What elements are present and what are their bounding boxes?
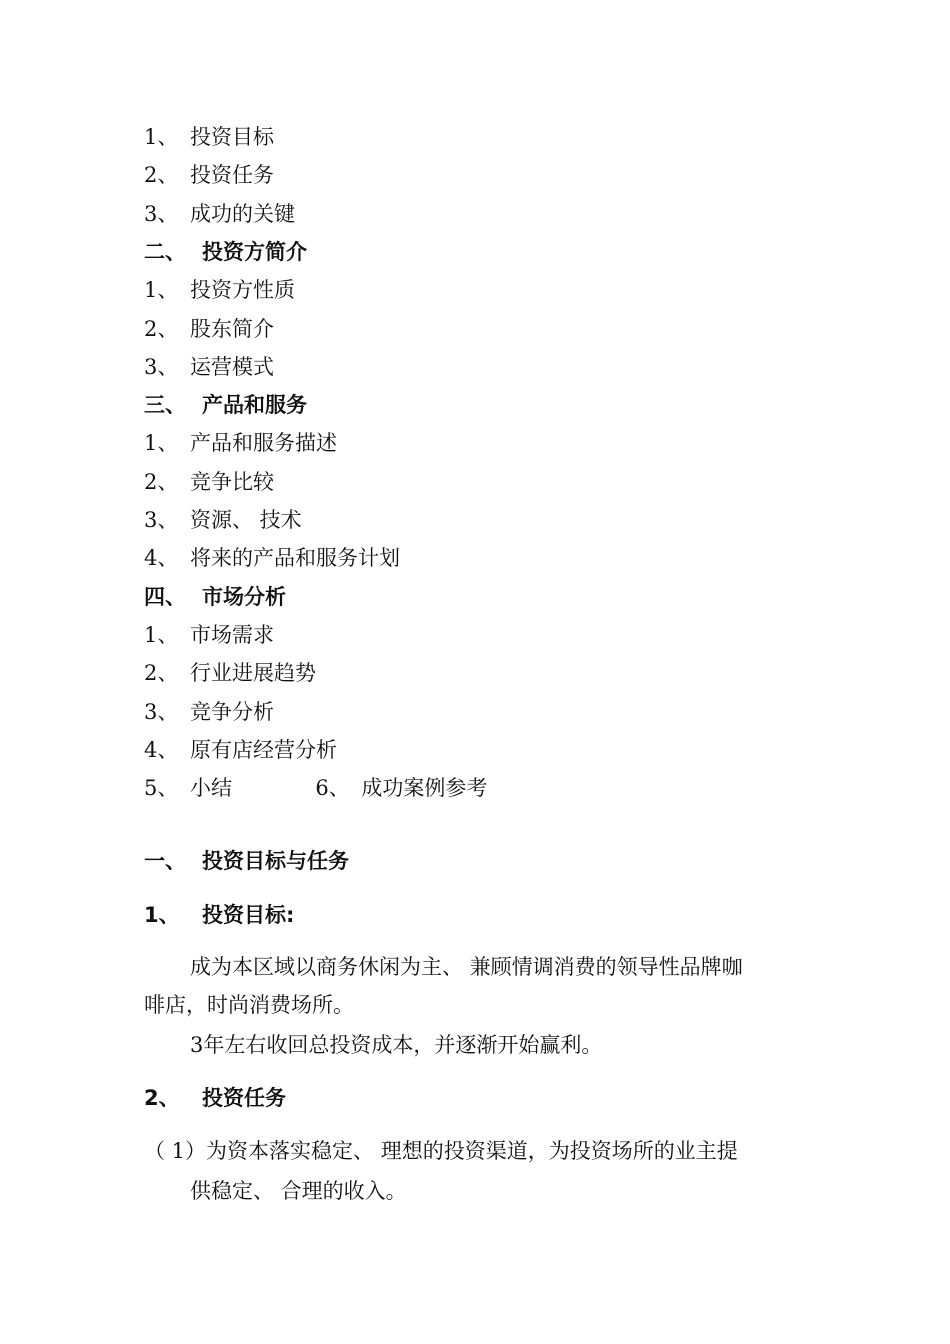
toc-number: 3、 xyxy=(144,355,179,379)
toc-label: 资源、 技术 xyxy=(190,508,302,532)
subsection-title: 投资任务 xyxy=(202,1086,286,1110)
toc-number: 2、 xyxy=(144,163,179,187)
toc-label: 投资任务 xyxy=(190,163,274,187)
paragraph-line xyxy=(190,1026,602,1064)
toc-number: 1、 xyxy=(144,431,179,455)
paragraph-line: 成为本区域以商务休闲为主、 兼顾情调消费的领导性品牌咖 xyxy=(190,955,743,979)
toc-item-last-row xyxy=(144,775,487,801)
toc-item xyxy=(144,124,274,150)
toc-label: 成功案例参考 xyxy=(361,776,488,800)
toc-label: 市场分析 xyxy=(202,585,286,609)
toc-item xyxy=(144,622,274,648)
toc-section-heading xyxy=(144,392,307,418)
subsection-title: 投资目标: xyxy=(202,903,295,927)
toc-number: 4、 xyxy=(144,546,179,570)
list-item-number: （ 1） xyxy=(144,1139,207,1163)
toc-item xyxy=(144,545,400,571)
section-heading xyxy=(144,848,349,874)
toc-label: 投资方简介 xyxy=(202,240,307,264)
toc-item xyxy=(144,316,274,342)
toc-section-heading xyxy=(144,584,286,610)
section-title: 投资目标与任务 xyxy=(202,849,349,873)
toc-label: 投资方性质 xyxy=(190,278,295,302)
toc-number: 二、 xyxy=(144,240,186,264)
toc-label: 市场需求 xyxy=(190,623,274,647)
toc-label: 行业进展趋势 xyxy=(190,661,316,685)
toc-label: 竞争比较 xyxy=(190,470,274,494)
toc-item xyxy=(144,737,337,763)
toc-item xyxy=(144,162,274,188)
toc-label: 股东简介 xyxy=(190,317,274,341)
paragraph-number: 3 xyxy=(190,1033,204,1057)
toc-number: 2、 xyxy=(144,317,179,341)
toc-item xyxy=(144,430,337,456)
toc-number: 2、 xyxy=(144,470,179,494)
toc-number: 2、 xyxy=(144,661,179,685)
paragraph-line: 啡店，时尚消费场所。 xyxy=(144,993,354,1017)
toc-number: 6、 xyxy=(315,776,350,800)
toc-number: 3、 xyxy=(144,202,179,226)
toc-label: 产品和服务 xyxy=(202,393,307,417)
toc-label: 原有店经营分析 xyxy=(190,738,337,762)
list-item-line: 供稳定、 合理的收入。 xyxy=(190,1179,407,1203)
toc-label: 小结 xyxy=(190,776,232,800)
toc-number: 5、 xyxy=(144,776,179,800)
toc-number: 4、 xyxy=(144,738,179,762)
subsection-number: 1、 xyxy=(144,903,180,927)
toc-number: 1、 xyxy=(144,623,179,647)
toc-number: 3、 xyxy=(144,700,179,724)
toc-label: 产品和服务描述 xyxy=(190,431,337,455)
section-number: 一、 xyxy=(144,849,186,873)
toc-item xyxy=(144,201,295,227)
toc-item xyxy=(144,660,316,686)
toc-number: 1、 xyxy=(144,278,179,302)
toc-section-heading xyxy=(144,239,307,265)
toc-number: 三、 xyxy=(144,393,186,417)
subsection-heading xyxy=(144,1085,286,1111)
toc-label: 竞争分析 xyxy=(190,700,274,724)
toc-item xyxy=(144,354,274,380)
toc-label: 投资目标 xyxy=(190,125,274,149)
toc-item xyxy=(144,699,274,725)
toc-label: 运营模式 xyxy=(190,355,274,379)
toc-number: 3、 xyxy=(144,508,179,532)
subsection-heading xyxy=(144,902,294,928)
list-item-line xyxy=(144,1132,738,1170)
toc-item xyxy=(144,277,295,303)
toc-number: 1、 xyxy=(144,125,179,149)
toc-number: 四、 xyxy=(144,585,186,609)
toc-item xyxy=(144,469,274,495)
paragraph-text: 年左右收回总投资成本，并逐渐开始赢利。 xyxy=(203,1033,603,1057)
toc-label: 将来的产品和服务计划 xyxy=(190,546,400,570)
toc-item xyxy=(144,507,302,533)
subsection-number: 2、 xyxy=(144,1086,180,1110)
toc-label: 成功的关键 xyxy=(190,202,295,226)
list-item-text: 为资本落实稳定、 理想的投资渠道，为投资场所的业主提 xyxy=(206,1139,738,1163)
